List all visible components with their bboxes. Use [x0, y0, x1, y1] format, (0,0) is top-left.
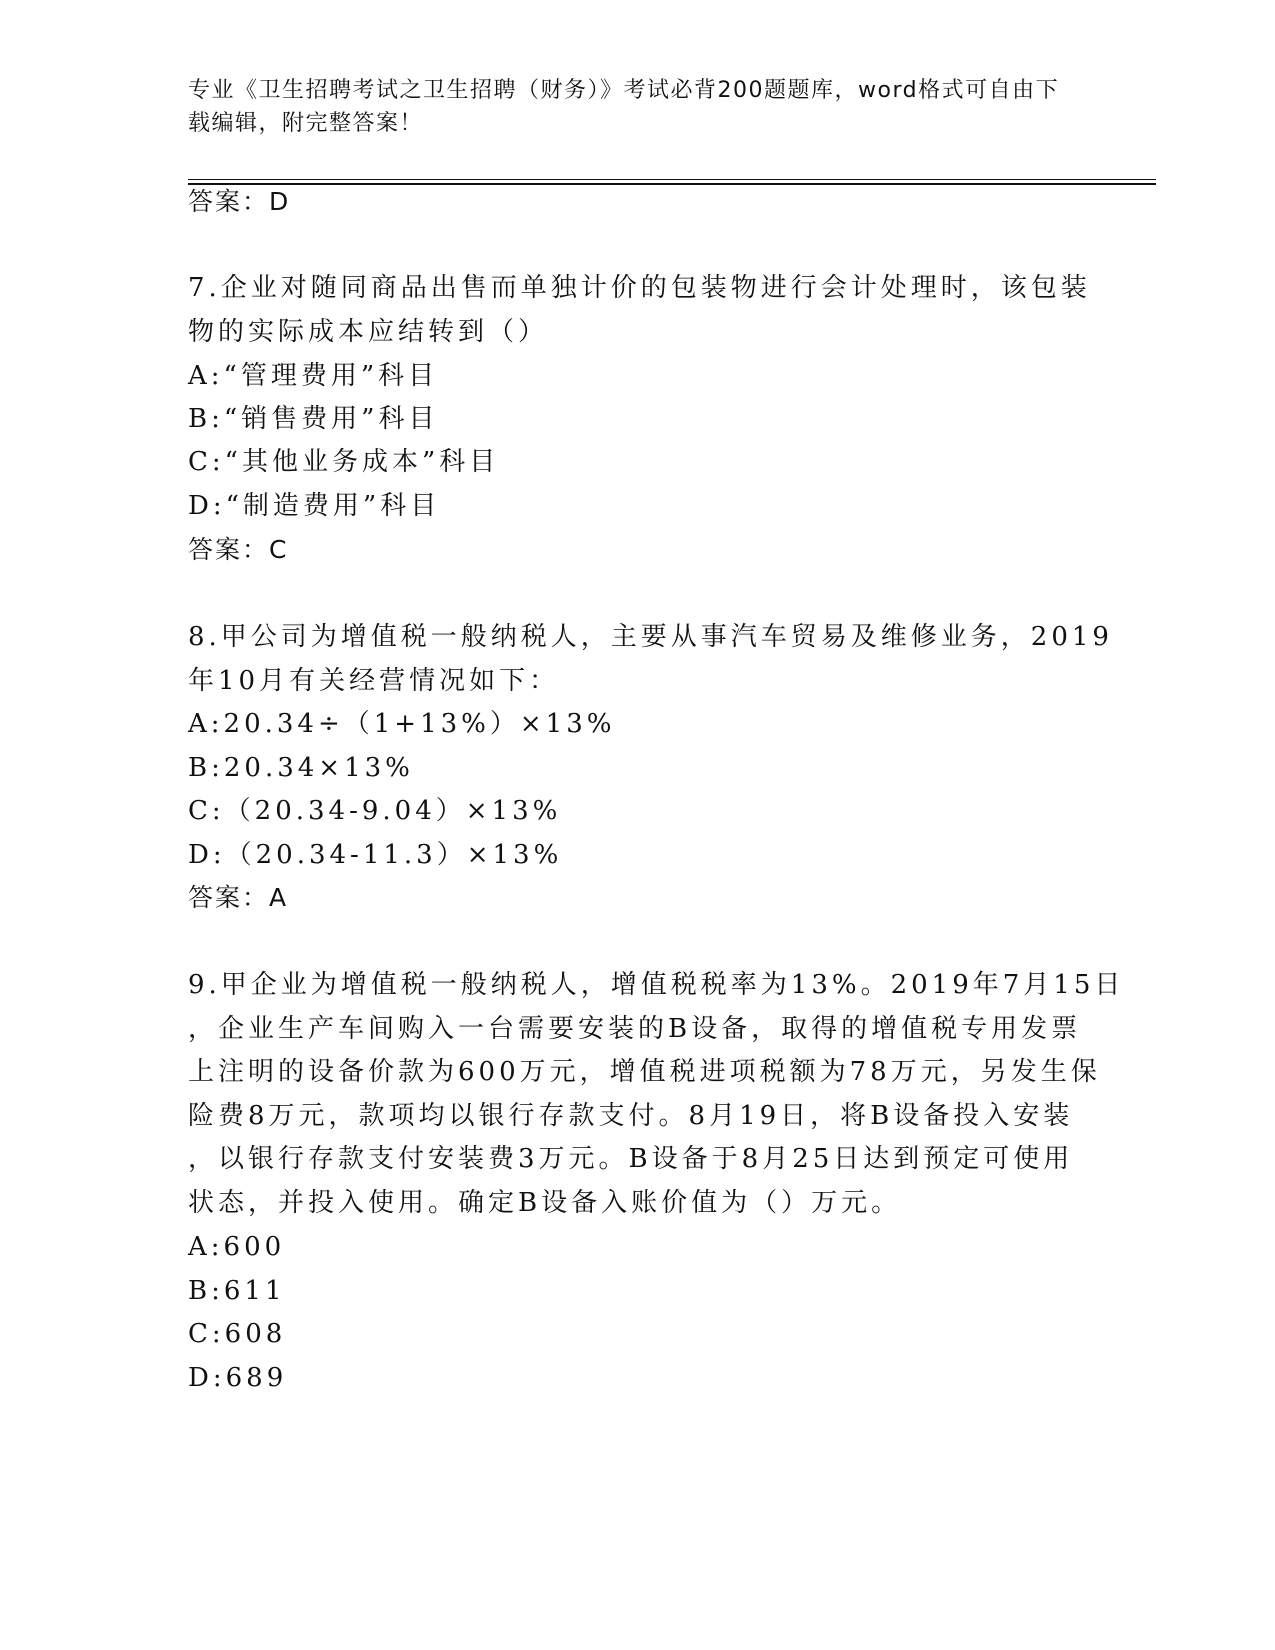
question-9-option-b: B:611 [188, 1276, 286, 1306]
question-7-option-b: B:“销售费用”科目 [188, 404, 439, 434]
question-8-option-b: B:20.34×13% [188, 753, 414, 783]
question-8-option-a: A:20.34÷（1+13%）×13% [188, 709, 616, 739]
question-8-stem-line-2: 年10月有关经营情况如下： [188, 666, 560, 696]
question-8-option-c: C:（20.34-9.04）×13% [188, 796, 562, 826]
question-9-stem-line-4: 险费8万元，款项均以银行存款支付。8月19日，将B设备投入安装 [188, 1101, 1074, 1131]
question-9-stem-line-1: 9.甲企业为增值税一般纳税人，增值税税率为13%。2019年7月15日 [188, 970, 1125, 1000]
document-header [188, 74, 1068, 140]
question-9-option-d: D:689 [188, 1363, 288, 1393]
question-8-answer: 答案：A [188, 883, 289, 912]
question-9-stem-line-6: 状态，并投入使用。确定B设备入账价值为（）万元。 [188, 1188, 902, 1218]
question-9-option-a: A:600 [188, 1232, 286, 1262]
question-7-option-c: C:“其他业务成本”科目 [188, 447, 500, 477]
question-9-stem-line-3: 上注明的设备价款为600万元，增值税进项税额为78万元，另发生保 [188, 1057, 1101, 1087]
question-7-answer: 答案：C [188, 535, 289, 564]
question-8-stem-line-1: 8.甲公司为增值税一般纳税人，主要从事汽车贸易及维修业务，2019 [188, 622, 1113, 652]
header-rule-thin [188, 179, 1156, 180]
question-7-option-d: D:“制造费用”科目 [188, 491, 441, 521]
question-7-option-a: A:“管理费用”科目 [188, 361, 439, 391]
answer-previous: 答案：D [188, 187, 291, 216]
header-text: 专业《卫生招聘考试之卫生招聘（财务）》考试必背200题题库，word格式可自由下载编辑，附完整答案！ [188, 78, 1060, 136]
question-8-option-d: D:（20.34-11.3）×13% [188, 840, 563, 870]
header-rule-thick [188, 183, 1156, 185]
question-7-stem-line-2: 物的实际成本应结转到（） [188, 317, 549, 347]
question-9-option-c: C:608 [188, 1319, 287, 1349]
question-9-stem-line-2: ，企业生产车间购入一台需要安装的B设备，取得的增值税专用发票 [188, 1014, 1082, 1044]
question-9-stem-line-5: ，以银行存款支付安装费3万元。B设备于8月25日达到预定可使用 [188, 1144, 1074, 1174]
question-7-stem-line-1: 7.企业对随同商品出售而单独计价的包装物进行会计处理时，该包装 [188, 273, 1091, 303]
